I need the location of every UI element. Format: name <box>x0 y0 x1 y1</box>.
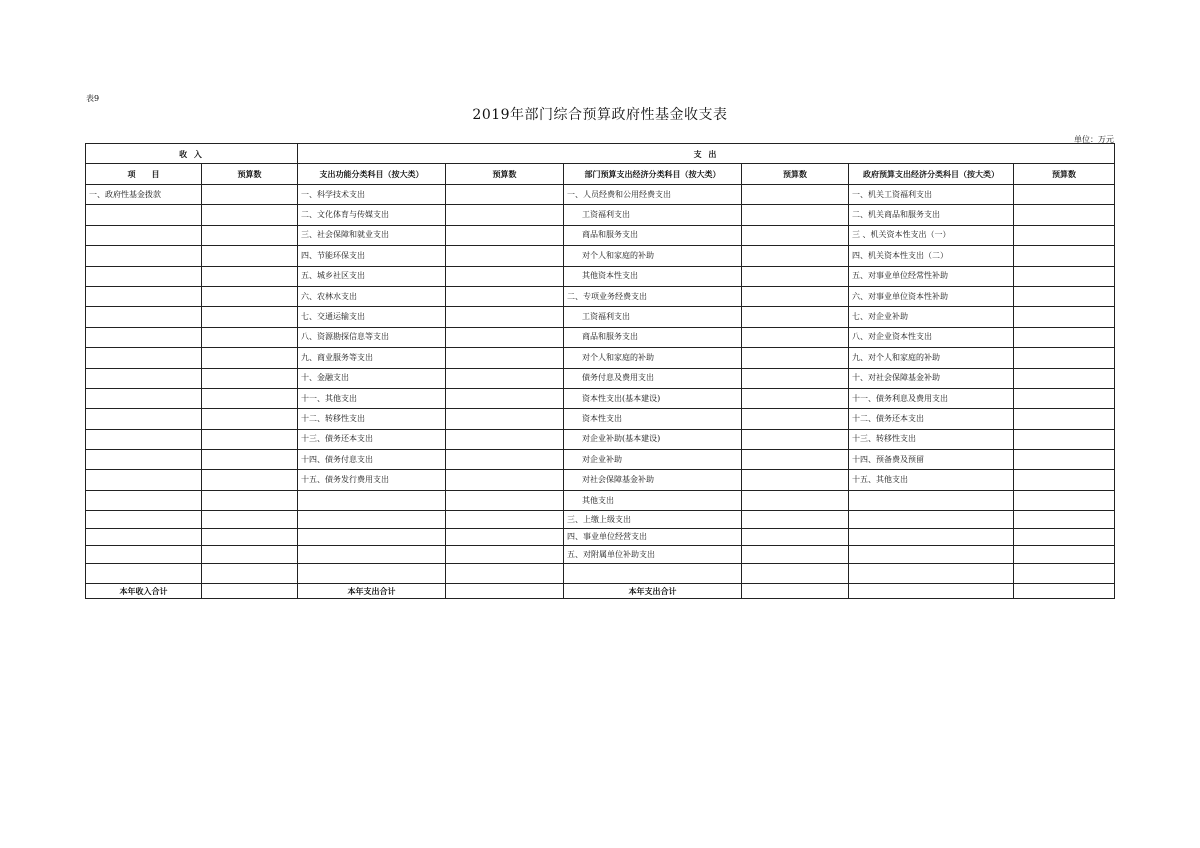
func-budget-cell <box>446 429 564 449</box>
income-budget-cell <box>202 246 298 266</box>
budget-header: 预算数 <box>202 164 298 185</box>
gov-econ-cell: 五、对事业单位经常性补助 <box>849 266 1014 286</box>
dept-econ-cell: 四、事业单位经营支出 <box>564 528 742 546</box>
gov-econ-cell: 十五、其他支出 <box>849 470 1014 490</box>
dept-budget-cell <box>742 450 849 470</box>
func-class-cell: 十五、债务发行费用支出 <box>298 470 446 490</box>
income-item-cell <box>86 528 202 546</box>
gov-budget-cell <box>1014 429 1115 449</box>
income-item-cell <box>86 327 202 347</box>
income-budget-cell <box>202 528 298 546</box>
func-budget-cell <box>446 348 564 368</box>
income-item-cell <box>86 368 202 388</box>
gov-budget-cell <box>1014 490 1115 510</box>
table-row <box>86 327 1115 347</box>
dept-budget-cell <box>742 348 849 368</box>
income-item-cell <box>86 348 202 368</box>
dept-budget-cell <box>742 307 849 327</box>
income-budget-cell <box>202 450 298 470</box>
dept-econ-cell: 资本性支出 <box>564 409 742 429</box>
table-row <box>86 307 1115 327</box>
gov-econ-cell: 一、机关工资福利支出 <box>849 185 1014 205</box>
gov-econ-cell: 十二、债务还本支出 <box>849 409 1014 429</box>
func-budget-cell <box>446 246 564 266</box>
gov-budget-cell <box>1014 563 1115 583</box>
func-class-cell: 九、商业服务等支出 <box>298 348 446 368</box>
table-row <box>86 388 1115 408</box>
func-class-cell <box>298 546 446 564</box>
dept-budget-cell <box>742 225 849 245</box>
income-item-cell: 一、政府性基金拨款 <box>86 185 202 205</box>
func-class-cell: 十三、债务还本支出 <box>298 429 446 449</box>
table-row <box>86 409 1115 429</box>
gov-expense-total-value <box>1014 584 1115 599</box>
func-class-cell <box>298 528 446 546</box>
income-item-cell <box>86 409 202 429</box>
income-item-cell <box>86 246 202 266</box>
dept-budget-cell <box>742 490 849 510</box>
func-budget-cell <box>446 470 564 490</box>
table-row <box>86 528 1115 546</box>
gov-econ-cell: 十四、预备费及预留 <box>849 450 1014 470</box>
func-budget-cell <box>446 511 564 529</box>
dept-budget-cell <box>742 511 849 529</box>
income-budget-cell <box>202 368 298 388</box>
table-row <box>86 429 1115 449</box>
dept-econ-cell: 工资福利支出 <box>564 307 742 327</box>
income-item-cell <box>86 546 202 564</box>
table-row <box>86 450 1115 470</box>
budget-header: 预算数 <box>742 164 849 185</box>
gov-econ-cell <box>849 563 1014 583</box>
gov-budget-cell <box>1014 327 1115 347</box>
table-row <box>86 246 1115 266</box>
income-item-cell <box>86 511 202 529</box>
budget-header: 预算数 <box>446 164 564 185</box>
func-budget-cell <box>446 368 564 388</box>
func-class-cell: 十、金融支出 <box>298 368 446 388</box>
income-item-cell <box>86 266 202 286</box>
dept-econ-cell: 其他支出 <box>564 490 742 510</box>
gov-budget-cell <box>1014 185 1115 205</box>
gov-econ-cell: 四、机关资本性支出（二） <box>849 246 1014 266</box>
table-row <box>86 205 1115 225</box>
gov-econ-cell <box>849 546 1014 564</box>
gov-budget-cell <box>1014 450 1115 470</box>
income-item-cell <box>86 563 202 583</box>
dept-budget-cell <box>742 246 849 266</box>
dept-econ-cell: 工资福利支出 <box>564 205 742 225</box>
func-budget-cell <box>446 388 564 408</box>
income-item-cell <box>86 205 202 225</box>
dept-econ-cell <box>564 563 742 583</box>
table-row <box>86 266 1115 286</box>
income-budget-cell <box>202 546 298 564</box>
dept-budget-cell <box>742 470 849 490</box>
func-class-cell: 八、资源勘探信息等支出 <box>298 327 446 347</box>
func-budget-cell <box>446 185 564 205</box>
dept-expense-total-label: 本年支出合计 <box>564 584 742 599</box>
income-budget-cell <box>202 409 298 429</box>
income-budget-cell <box>202 490 298 510</box>
dept-econ-cell: 对个人和家庭的补助 <box>564 246 742 266</box>
table-row <box>86 225 1115 245</box>
func-class-cell <box>298 490 446 510</box>
income-item-cell <box>86 307 202 327</box>
gov-econ-cell: 七、对企业补助 <box>849 307 1014 327</box>
dept-budget-cell <box>742 185 849 205</box>
dept-budget-cell <box>742 563 849 583</box>
income-budget-cell <box>202 327 298 347</box>
income-budget-cell <box>202 348 298 368</box>
func-budget-cell <box>446 528 564 546</box>
income-budget-cell <box>202 185 298 205</box>
income-budget-cell <box>202 286 298 306</box>
gov-budget-cell <box>1014 368 1115 388</box>
unit-label: 单位：万元 <box>1074 135 1114 144</box>
income-total-value <box>202 584 298 599</box>
func-class-cell: 二、文化体育与传媒支出 <box>298 205 446 225</box>
income-budget-cell <box>202 563 298 583</box>
func-budget-cell <box>446 450 564 470</box>
dept-expense-total-value <box>742 584 849 599</box>
func-class-cell: 七、交通运输支出 <box>298 307 446 327</box>
func-class-cell: 三、社会保障和就业支出 <box>298 225 446 245</box>
func-class-cell: 十一、其他支出 <box>298 388 446 408</box>
gov-econ-cell: 十、对社会保障基金补助 <box>849 368 1014 388</box>
dept-econ-cell: 债务付息及费用支出 <box>564 368 742 388</box>
gov-budget-cell <box>1014 266 1115 286</box>
income-item-cell <box>86 450 202 470</box>
func-class-cell: 十四、债务付息支出 <box>298 450 446 470</box>
func-expense-total-value <box>446 584 564 599</box>
dept-econ-cell: 商品和服务支出 <box>564 327 742 347</box>
func-budget-cell <box>446 266 564 286</box>
func-class-cell: 六、农林水支出 <box>298 286 446 306</box>
gov-budget-cell <box>1014 205 1115 225</box>
income-budget-cell <box>202 225 298 245</box>
gov-econ-cell: 六、对事业单位资本性补助 <box>849 286 1014 306</box>
dept-budget-cell <box>742 528 849 546</box>
income-header: 收 入 <box>86 144 298 164</box>
table-row <box>86 368 1115 388</box>
income-total-label: 本年收入合计 <box>86 584 202 599</box>
dept-budget-cell <box>742 368 849 388</box>
table-row <box>86 563 1115 583</box>
func-class-cell <box>298 511 446 529</box>
gov-budget-cell <box>1014 286 1115 306</box>
dept-econ-class-header: 部门预算支出经济分类科目（按大类） <box>564 164 742 185</box>
income-item-cell <box>86 225 202 245</box>
func-budget-cell <box>446 327 564 347</box>
dept-econ-cell: 对社会保障基金补助 <box>564 470 742 490</box>
budget-header: 预算数 <box>1014 164 1115 185</box>
dept-budget-cell <box>742 286 849 306</box>
income-budget-cell <box>202 266 298 286</box>
table-row <box>86 546 1115 564</box>
table-row <box>86 185 1115 205</box>
gov-budget-cell <box>1014 388 1115 408</box>
func-budget-cell <box>446 205 564 225</box>
func-budget-cell <box>446 490 564 510</box>
budget-table <box>85 143 1115 599</box>
func-budget-cell <box>446 546 564 564</box>
table-row <box>86 348 1115 368</box>
table-row <box>86 470 1115 490</box>
table-row <box>86 511 1115 529</box>
func-budget-cell <box>446 409 564 429</box>
func-class-header: 支出功能分类科目（按大类） <box>298 164 446 185</box>
gov-econ-cell <box>849 528 1014 546</box>
gov-budget-cell <box>1014 307 1115 327</box>
func-expense-total-label: 本年支出合计 <box>298 584 446 599</box>
income-budget-cell <box>202 307 298 327</box>
func-class-cell: 十二、转移性支出 <box>298 409 446 429</box>
income-budget-cell <box>202 511 298 529</box>
func-class-cell: 五、城乡社区支出 <box>298 266 446 286</box>
dept-budget-cell <box>742 266 849 286</box>
income-item-cell <box>86 490 202 510</box>
dept-econ-cell: 对个人和家庭的补助 <box>564 348 742 368</box>
gov-econ-cell: 十三、转移性支出 <box>849 429 1014 449</box>
dept-budget-cell <box>742 546 849 564</box>
gov-econ-cell: 十一、债务利息及费用支出 <box>849 388 1014 408</box>
totals-row <box>86 584 1115 599</box>
income-budget-cell <box>202 470 298 490</box>
income-budget-cell <box>202 429 298 449</box>
gov-budget-cell <box>1014 546 1115 564</box>
dept-econ-cell: 五、对附属单位补助支出 <box>564 546 742 564</box>
dept-econ-cell: 对企业补助 <box>564 450 742 470</box>
gov-econ-cell <box>849 511 1014 529</box>
expense-header: 支 出 <box>298 144 1115 164</box>
dept-econ-cell: 一、人员经费和公用经费支出 <box>564 185 742 205</box>
gov-budget-cell <box>1014 409 1115 429</box>
gov-budget-cell <box>1014 348 1115 368</box>
item-header: 项 目 <box>86 164 202 185</box>
dept-budget-cell <box>742 409 849 429</box>
func-budget-cell <box>446 225 564 245</box>
func-class-cell: 四、节能环保支出 <box>298 246 446 266</box>
dept-budget-cell <box>742 429 849 449</box>
dept-budget-cell <box>742 388 849 408</box>
gov-econ-cell: 九、对个人和家庭的补助 <box>849 348 1014 368</box>
dept-econ-cell: 三、上缴上级支出 <box>564 511 742 529</box>
gov-econ-cell <box>849 490 1014 510</box>
header-row-1 <box>86 144 1115 164</box>
gov-budget-cell <box>1014 225 1115 245</box>
table-row <box>86 286 1115 306</box>
dept-econ-cell: 二、专项业务经费支出 <box>564 286 742 306</box>
func-class-cell <box>298 563 446 583</box>
dept-budget-cell <box>742 205 849 225</box>
income-item-cell <box>86 429 202 449</box>
header-row-2 <box>86 164 1115 185</box>
func-budget-cell <box>446 307 564 327</box>
gov-budget-cell <box>1014 470 1115 490</box>
dept-econ-cell: 对企业补助(基本建设) <box>564 429 742 449</box>
func-budget-cell <box>446 563 564 583</box>
income-budget-cell <box>202 388 298 408</box>
table-row <box>86 490 1115 510</box>
gov-budget-cell <box>1014 511 1115 529</box>
income-item-cell <box>86 388 202 408</box>
gov-budget-cell <box>1014 246 1115 266</box>
gov-expense-total-label <box>849 584 1014 599</box>
gov-budget-cell <box>1014 528 1115 546</box>
gov-econ-cell: 八、对企业资本性支出 <box>849 327 1014 347</box>
table-number: 表9 <box>86 94 100 103</box>
gov-econ-cell: 二、机关商品和服务支出 <box>849 205 1014 225</box>
income-budget-cell <box>202 205 298 225</box>
page-title: 2019年部门综合预算政府性基金收支表 <box>472 107 728 123</box>
gov-econ-class-header: 政府预算支出经济分类科目（按大类） <box>849 164 1014 185</box>
gov-econ-cell: 三 、机关资本性支出（一） <box>849 225 1014 245</box>
dept-econ-cell: 商品和服务支出 <box>564 225 742 245</box>
income-item-cell <box>86 286 202 306</box>
dept-econ-cell: 资本性支出(基本建设) <box>564 388 742 408</box>
func-class-cell: 一、科学技术支出 <box>298 185 446 205</box>
func-budget-cell <box>446 286 564 306</box>
dept-econ-cell: 其他资本性支出 <box>564 266 742 286</box>
dept-budget-cell <box>742 327 849 347</box>
income-item-cell <box>86 470 202 490</box>
